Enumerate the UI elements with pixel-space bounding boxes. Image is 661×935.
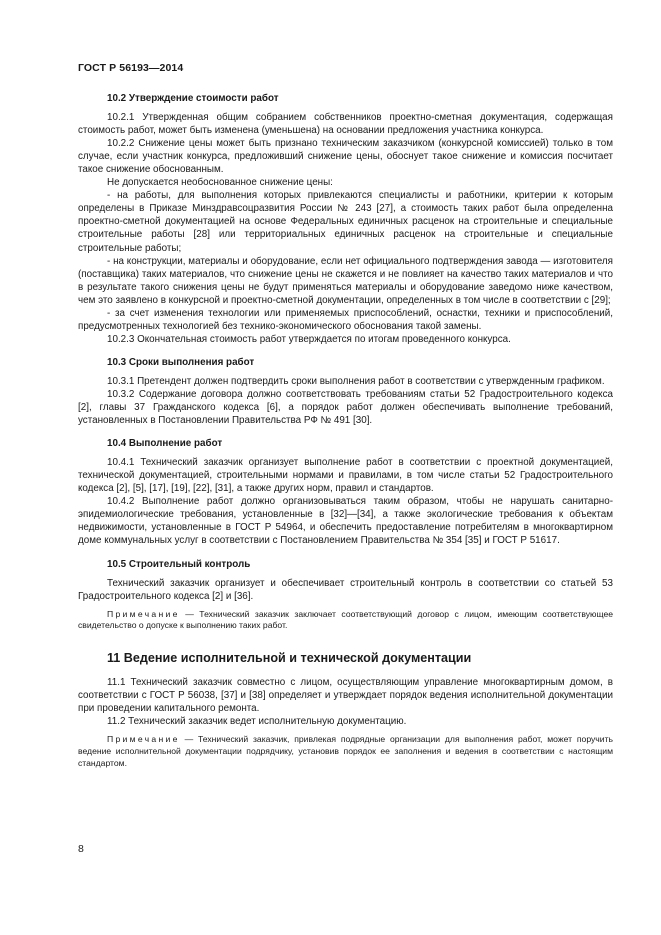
paragraph: 10.3.1 Претендент должен подтвердить сроки выполнения работ в соответствии с утвержденным графиком. [107,375,605,387]
list-item: - на конструкции, материалы и оборудование, если нет официального подтверждения завода — изготовителя (поставщика) таких материалов, что снижение цены не скажется и не повлияет на качество таких материалов и что в результате такого снижения цены не будут применяться материалы и оборудование заведомо ниже качеством, чем это заявлено в конкурсной и проектно-сметной документации, определенных в том числе в соответствии с [29]; [78,255,613,306]
paragraph: 11.2 Технический заказчик ведет исполнительную документацию. [107,716,407,728]
section-heading: 10.3 Сроки выполнения работ [107,356,255,368]
note [78,609,613,632]
chapter-heading: 11 Ведение исполнительной и технической документации [107,651,472,666]
note [78,734,613,769]
document-header: ГОСТ Р 56193—2014 [78,62,184,74]
note-text: — Технический заказчик, привлекая подрядные организации для выполнения работ, может поручить ведение исполнительной документации подрядчику, установив порядок ее заполнения и ведения в соответствии с настоящим стандартом. [78,734,613,768]
section-heading: 10.4 Выполнение работ [107,438,223,450]
list-item: - за счет изменения технологии или применяемых приспособлений, оснастки, техники и приспособлений, предусмотренных технологией без технико-экономического обоснования такой замены. [78,307,613,332]
paragraph: 10.4.2 Выполнение работ должно организовываться таким образом, чтобы не нарушать санитарно-эпидемиологические требования, установленные в [32]—[34], а также экологические требования к объектам недвижимости, установленные в ГОСТ Р 54964, и обеспечить предоставление потребителям в многоквартирном доме коммунальных услуг в соответствии с Постановлением Правительства № 354 [35] и ГОСТ Р 51617. [78,496,613,547]
note-label: Примечание [107,608,180,619]
paragraph: 10.4.1 Технический заказчик организует выполнение работ в соответствии с проектной документацией, технической документацией, строительными нормами и правилами, в том числе статьи 52 Градостроительного кодекса [2], [5], [17], [19], [22], [31], а также других норм, правил и стандартов. [78,457,613,495]
section-heading: 10.2 Утверждение стоимости работ [107,93,279,104]
section-heading: 10.5 Строительный контроль [107,558,251,570]
paragraph: Не допускается необоснованное снижение цены: [107,177,333,189]
paragraph: 11.1 Технический заказчик совместно с лицом, осуществляющим управление многоквартирным домом, в соответствии с ГОСТ Р 56038, [37] и [38] определяет и утверждает порядок ведения исполнительной документации при проведении капитального ремонта. [78,677,613,715]
paragraph: 10.2.3 Окончательная стоимость работ утверждается по итогам проведенного конкурса. [107,333,511,345]
paragraph: 10.2.1 Утвержденная общим собранием собственников проектно-сметная документация, содержащая стоимость работ, может быть изменена (уменьшена) на основании предложения участника конкурса. [78,112,613,137]
paragraph: Технический заказчик организует и обеспечивает строительный контроль в соответствии со статьей 53 Градостроительного кодекса [2] и [36]. [78,577,613,602]
page-number: 8 [78,843,84,855]
document-body [78,92,613,769]
paragraph: 10.3.2 Содержание договора должно соответствовать требованиям статьи 52 Градостроительного кодекса [2], главы 37 Гражданского кодекса [6], а порядок работ должен обеспечивать выполнение требований, установленных в Постановлении Правительства РФ № 491 [30]. [78,388,613,427]
list-item: - на работы, для выполнения которых привлекаются специалисты и работники, критерии к которым определены в Приказе Минздравсоцразвития России № 243 [27], а стоимость таких работ была определенна проектно-сметной документацией на основе Федеральных единичных расценок на строительные и специальные строительные работы [28] или территориальных единичных расценок на строительные и специальные строительные работы; [78,190,613,254]
note-text: — Технический заказчик заключает соответствующий договор с лицом, имеющим соответствующее свидетельство о допуске к выполнению таких работ. [78,608,613,631]
note-label: Примечание [107,734,180,745]
paragraph: 10.2.2 Снижение цены может быть признано техническим заказчиком (конкурсной комиссией) только в том случае, если участник конкурса, предложивший снижение цены, обоснует такое снижение и комиссия посчитает такое снижение обоснованным. [78,138,613,176]
